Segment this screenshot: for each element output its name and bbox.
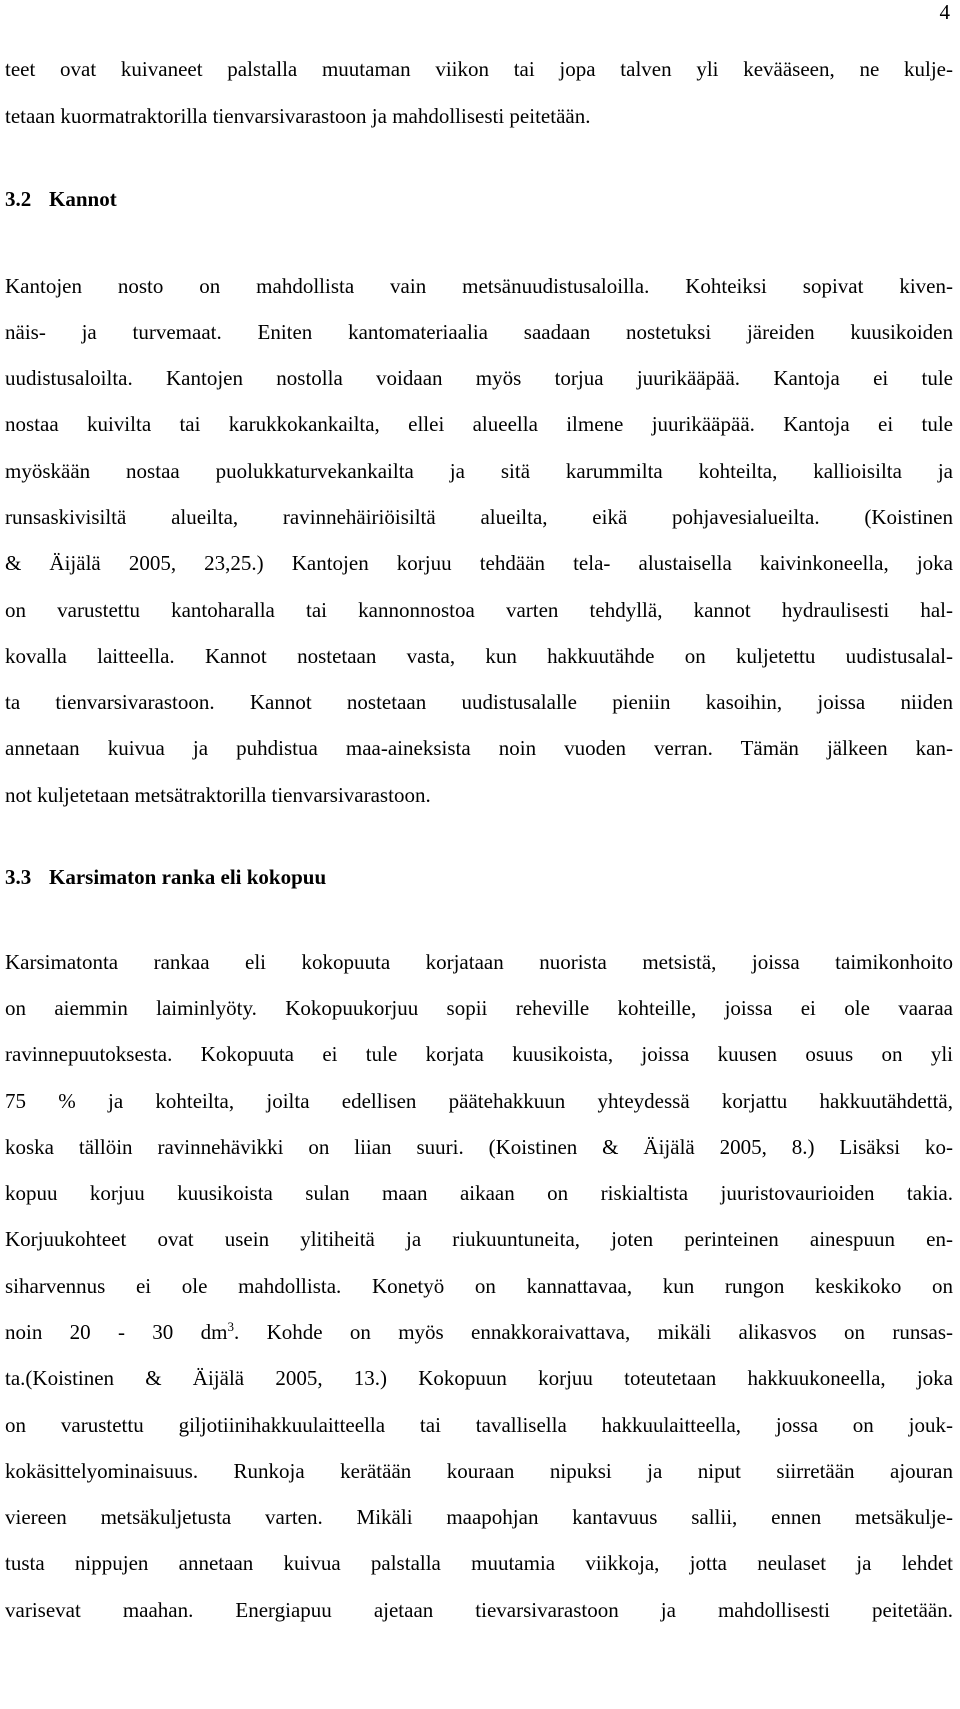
paragraph-line: & Äijälä 2005, 23,25.) Kantojen korjuu tehdään tela- alustaisella kaivinkoneella, joka — [5, 551, 953, 575]
paragraph-line: on varustettu kantoharalla tai kannonnostoa varten tehdyllä, kannot hydraulisesti hal- — [5, 598, 953, 622]
paragraph-line: nostaa kuivilta tai karukkokankailta, ellei alueella ilmene juurikääpää. Kantoja ei tule — [5, 412, 953, 436]
page-number: 4 — [939, 0, 950, 24]
paragraph-line: teet ovat kuivaneet palstalla muutaman viikon tai jopa talven yli kevääseen, ne kulje- — [5, 57, 953, 81]
paragraph-line: tetaan kuormatraktorilla tienvarsivarastoon ja mahdollisesti peitetään. — [5, 104, 591, 128]
paragraph-line: tusta nippujen annetaan kuivua palstalla muutamia viikkoja, jotta neulaset ja lehdet — [5, 1551, 953, 1575]
paragraph-line: ta.(Koistinen & Äijälä 2005, 13.) Kokopuun korjuu toteutetaan hakkuukoneella, joka — [5, 1366, 953, 1390]
paragraph-line-with-superscript — [5, 1319, 953, 1345]
paragraph-line: on varustettu giljotiinihakkuulaitteella tai tavallisella hakkuulaitteella, jossa on jouk- — [5, 1413, 953, 1437]
paragraph-line: uudistusaloilta. Kantojen nostolla voidaan myös torjua juurikääpää. Kantoja ei tule — [5, 366, 953, 390]
paragraph-line: kovalla laitteella. Kannot nostetaan vasta, kun hakkuutähde on kuljetettu uudistusalal- — [5, 644, 953, 668]
paragraph-line: Kantojen nosto on mahdollista vain metsänuudistusaloilla. Kohteiksi sopivat kiven- — [5, 274, 953, 298]
superscript: 3 — [227, 1319, 234, 1334]
paragraph-line: annetaan kuivua ja puhdistua maa-aineksista noin vuoden verran. Tämän jälkeen kan- — [5, 736, 953, 760]
section-title: Karsimaton ranka eli kokopuu — [49, 865, 327, 889]
section-heading-3-3 — [5, 864, 326, 890]
section-number: 3.2 — [5, 187, 32, 211]
paragraph-line: koska tällöin ravinnehävikki on liian suuri. (Koistinen & Äijälä 2005, 8.) Lisäksi ko- — [5, 1135, 953, 1159]
paragraph-line: kopuu korjuu kuusikoista sulan maan aikaan on riskialtista juuristovaurioiden takia. — [5, 1181, 953, 1205]
section-number: 3.3 — [5, 865, 32, 889]
paragraph-line: viereen metsäkuljetusta varten. Mikäli maapohjan kantavuus sallii, ennen metsäkulje- — [5, 1505, 953, 1529]
paragraph-line: ta tienvarsivarastoon. Kannot nostetaan uudistusalalle pieniin kasoihin, joissa niiden — [5, 690, 953, 714]
paragraph-line: ravinnepuutoksesta. Kokopuuta ei tule korjata kuusikoista, joissa kuusen osuus on yli — [5, 1042, 953, 1066]
paragraph-line: runsaskivisiltä alueilta, ravinnehäiriöisiltä alueilta, eikä pohjavesialueilta. (Koistinen — [5, 505, 953, 529]
paragraph-line: siharvennus ei ole mahdollista. Konetyö on kannattavaa, kun rungon keskikoko on — [5, 1274, 953, 1298]
paragraph-line: on aiemmin laiminlyöty. Kokopuukorjuu sopii reheville kohteille, joissa ei ole vaaraa — [5, 996, 953, 1020]
text-segment: . Kohde on myös ennakkoraivattava, mikäli alikasvos on runsas- — [233, 1320, 953, 1344]
paragraph-line: Karsimatonta rankaa eli kokopuuta korjataan nuorista metsistä, joissa taimikonhoito — [5, 950, 953, 974]
paragraph-line: Korjuukohteet ovat usein ylitiheitä ja riukuuntuneita, joten perinteinen ainespuun en- — [5, 1227, 953, 1251]
section-heading-3-2 — [5, 186, 117, 212]
text-segment: noin 20 - 30 dm — [5, 1320, 228, 1344]
paragraph-line: 75 % ja kohteilta, joilta edellisen päätehakkuun yhteydessä korjattu hakkuutähdettä, — [5, 1089, 953, 1113]
section-title: Kannot — [49, 187, 117, 211]
paragraph-line: varisevat maahan. Energiapuu ajetaan tievarsivarastoon ja mahdollisesti peitetään. — [5, 1598, 953, 1622]
paragraph-line: näis- ja turvemaat. Eniten kantomateriaalia saadaan nostetuksi järeiden kuusikoiden — [5, 320, 953, 344]
paragraph-line: not kuljetetaan metsätraktorilla tienvarsivarastoon. — [5, 783, 431, 807]
paragraph-line: myöskään nostaa puolukkaturvekankailta ja sitä karummilta kohteilta, kallioisilta ja — [5, 459, 953, 483]
paragraph-line: kokäsittelyominaisuus. Runkoja kerätään kouraan nipuksi ja niput siirretään ajouran — [5, 1459, 953, 1483]
